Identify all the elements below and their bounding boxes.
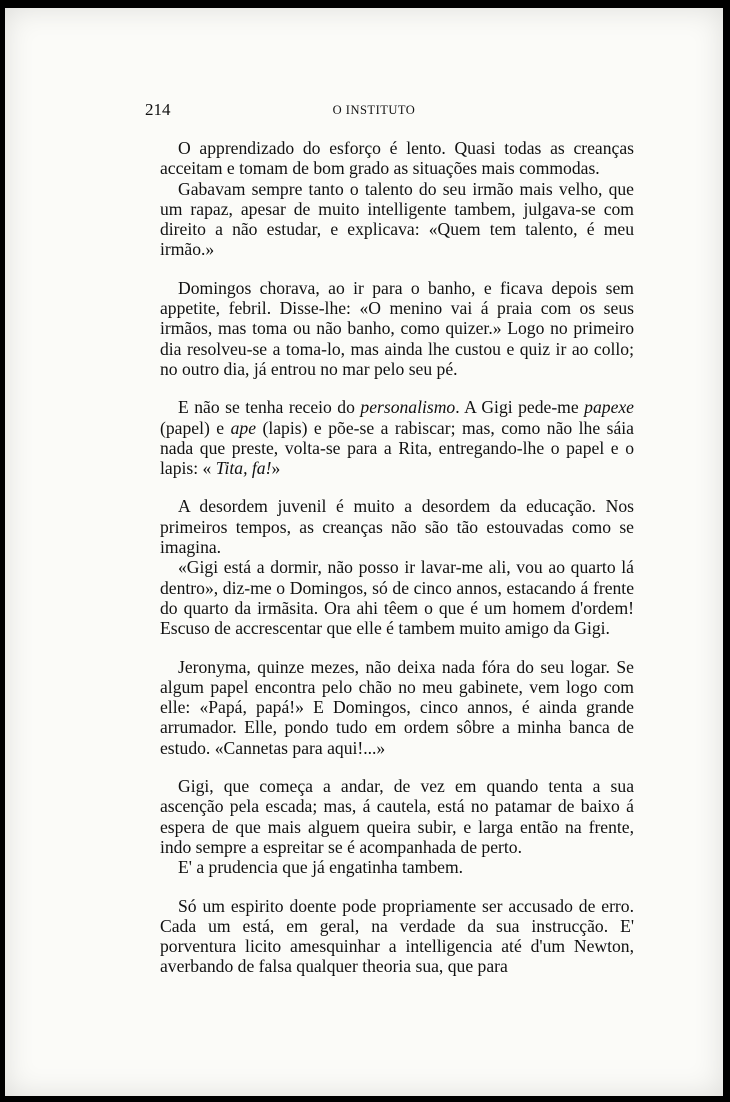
page-number: 214 <box>145 100 171 119</box>
paragraph <box>160 397 634 478</box>
running-title: O INSTITUTO <box>332 103 416 117</box>
body-text <box>160 138 634 977</box>
text-run: . A Gigi pede-me <box>455 397 585 418</box>
paragraph: Só um espirito doente pode propriamente ser accusado de erro. Cada um está, em geral, na verdade da sua instrucção. E' porventura licito amesquinhar a intelligencia até d'um Newton, averbando de falsa qualquer theoria sua, que para <box>160 895 634 977</box>
paragraph: Gigi, que começa a andar, de vez em quando tenta a sua ascenção pela escada; mas, á cautela, está no patamar de baixo á espera de que mais alguem queira subir, e larga então na frente, indo sempre a espreitar se é acompanhada de perto. <box>160 776 634 857</box>
text-run: » <box>271 458 281 479</box>
text-run: (lapis) e põe-se a rabiscar; mas, como não lhe sáia nada que preste, volta-se para a Rita, entregando-lhe o papel e o lapis: « <box>160 417 634 479</box>
italic-term: ape <box>230 417 257 438</box>
paragraph: E' a prudencia que já engatinha tambem. <box>178 857 464 878</box>
paragraph: Jeronyma, quinze mezes, não deixa nada fóra do seu logar. Se algum papel encontra pelo chão no meu gabinete, vem logo com elle: «Papá, papá!» E Domingos, cinco annos, é ainda grande arrumador. Elle, pondo tudo em ordem sôbre a minha banca de estudo. «Cannetas para aqui!...» <box>160 656 634 758</box>
paragraph: «Gigi está a dormir, não posso ir lavar-me ali, vou ao quarto lá dentro», diz-me o Domingos, só de cinco annos, estacando á frente do quarto da irmãsita. Ora ahi têem o que é um homem d'ordem! Escuso de accrescentar que elle é tambem muito amigo da Gigi. <box>160 557 634 639</box>
text-run: E não se tenha receio do <box>178 397 361 418</box>
paragraph: Gabavam sempre tanto o talento do seu irmão mais velho, que um rapaz, apesar de muito intelligente tambem, julgava-se com direito a não estudar, e explicava: «Quem tem talento, é meu irmão.» <box>160 178 634 260</box>
italic-term: personalismo <box>360 397 456 418</box>
italic-term: papexe <box>584 397 634 418</box>
paragraph: A desordem juvenil é muito a desordem da educação. Nos primeiros tempos, as creanças não são tão estouvadas como se imagina. <box>160 496 634 558</box>
paragraph: Domingos chorava, ao ir para o banho, e ficava depois sem appetite, febril. Disse-lhe: «O menino vai á praia com os seus irmãos, mas toma ou não banho, como quizer.» Logo no primeiro dia resolveu-se a toma-lo, mas ainda lhe custou e quiz ir ao collo; no outro dia, já entrou no mar pelo seu pé. <box>160 277 634 379</box>
text-run: (papel) e <box>160 417 231 438</box>
book-page <box>5 8 723 1096</box>
italic-term: Tita, fa! <box>215 458 272 479</box>
paragraph: O apprendizado do esforço é lento. Quasi todas as creanças acceitam e tomam de bom grado as situações mais commodas. <box>160 138 634 179</box>
page-header <box>5 100 723 124</box>
